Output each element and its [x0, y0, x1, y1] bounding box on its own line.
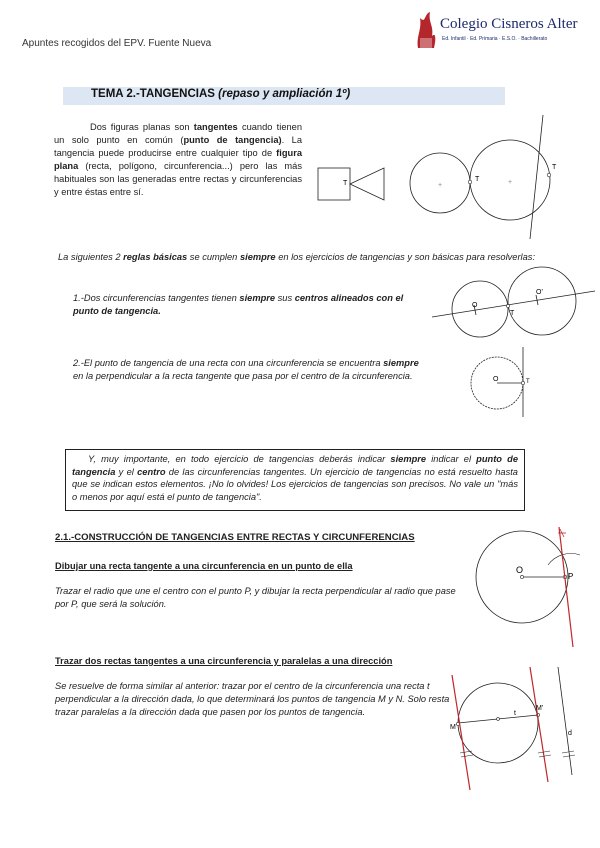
- svg-text:M': M': [536, 705, 544, 712]
- svg-text:T: T: [475, 176, 480, 183]
- svg-text:O: O: [516, 565, 524, 575]
- svg-text:+: +: [438, 182, 443, 189]
- rule-1-figure: [430, 265, 600, 345]
- rules-intro-paragraph: La siguientes 2 reglas básicas se cumplen siempre en los ejercicios de tangencias y son básicas para resolverlas:: [58, 252, 536, 262]
- section-title: 2.1.-CONSTRUCCIÓN DE TANGENCIAS ENTRE RECTAS Y CIRCUNFERENCIAS: [55, 532, 415, 543]
- title-bar: [63, 87, 505, 105]
- subsection-2-text: Se resuelve de forma similar al anterior: trazar por el centro de la circunferencia una recta t perpendicular a la dirección dada, lo que determinará los puntos de tangencia M y N. Solo resta trazar paralelas a la dirección dada que pasen por los puntos de tangencia.: [55, 681, 450, 717]
- svg-text:T: T: [552, 164, 557, 171]
- logo-subtitle: Ed. Infantil · Ed. Primaria · E.S.O. · Bachillerato: [442, 36, 548, 42]
- svg-text:t: t: [514, 710, 516, 717]
- important-note-box: Y, muy importante, en todo ejercicio de tangencias deberás indicar siempre indicar el punto de tangencia y el centro de las circunferencias tangentes. Un ejercicio de tangencias no está resuelto hasta que se indican estos elementos. ¡No lo olvides! Los ejercicios de tangencias son precisos. No vale un "más o menos por aquí está el punto de tangencia".: [65, 449, 525, 511]
- svg-text:O': O': [536, 289, 543, 296]
- svg-text:+: +: [508, 179, 513, 186]
- tangent-circles-line-figure: [405, 115, 590, 240]
- svg-text:T: T: [510, 310, 515, 317]
- subsection-1-title: Dibujar una recta tangente a una circunferencia en un punto de ella: [55, 561, 353, 571]
- svg-text:O: O: [472, 302, 478, 309]
- rule-2-figure: [465, 345, 545, 420]
- tangent-at-point-figure: [470, 525, 590, 650]
- intro-paragraph: Dos figuras planas son tangentes cuando tienen un solo punto en común (punto de tangencia). La tangencia puede producirse entre cualquier tipo de figura plana (recta, polígono, circunferencia...) pero las más habituales son las generadas entre rectas y circunferencias y entre éstas entre sí.: [54, 122, 303, 197]
- header-left-text: Apuntes recogidos del EPV. Fuente Nueva: [22, 38, 212, 49]
- logo-name: Colegio Cisneros Alter: [440, 16, 578, 32]
- svg-text:d: d: [568, 730, 572, 737]
- logo-emblem-icon: [412, 10, 440, 50]
- parallel-tangents-figure: [448, 665, 598, 795]
- svg-text:T: T: [343, 180, 348, 187]
- rule-1-text: 1.-Dos circunferencias tangentes tienen siempre sus centros alineados con el punto de tangencia.: [73, 293, 404, 316]
- rule-2-text: 2.-El punto de tangencia de una recta con una circunferencia se encuentra siempre en la perpendicular a la recta tangente que pasa por el centro de la circunferencia.: [73, 358, 419, 381]
- svg-text:P: P: [568, 572, 574, 581]
- svg-text:M: M: [450, 724, 456, 731]
- svg-text:O: O: [493, 376, 499, 383]
- square-triangle-figure: [310, 160, 400, 210]
- school-logo: [412, 10, 597, 50]
- page-title: TEMA 2.-TANGENCIAS (repaso y ampliación 1º): [91, 88, 351, 100]
- subsection-2-title: Trazar dos rectas tangentes a una circunferencia y paralelas a una dirección: [55, 656, 393, 666]
- subsection-1-text: Trazar el radio que une el centro con el punto P, y dibujar la recta perpendicular al radio que pase por P, que será la solución.: [55, 586, 456, 609]
- svg-text:T: T: [526, 379, 530, 385]
